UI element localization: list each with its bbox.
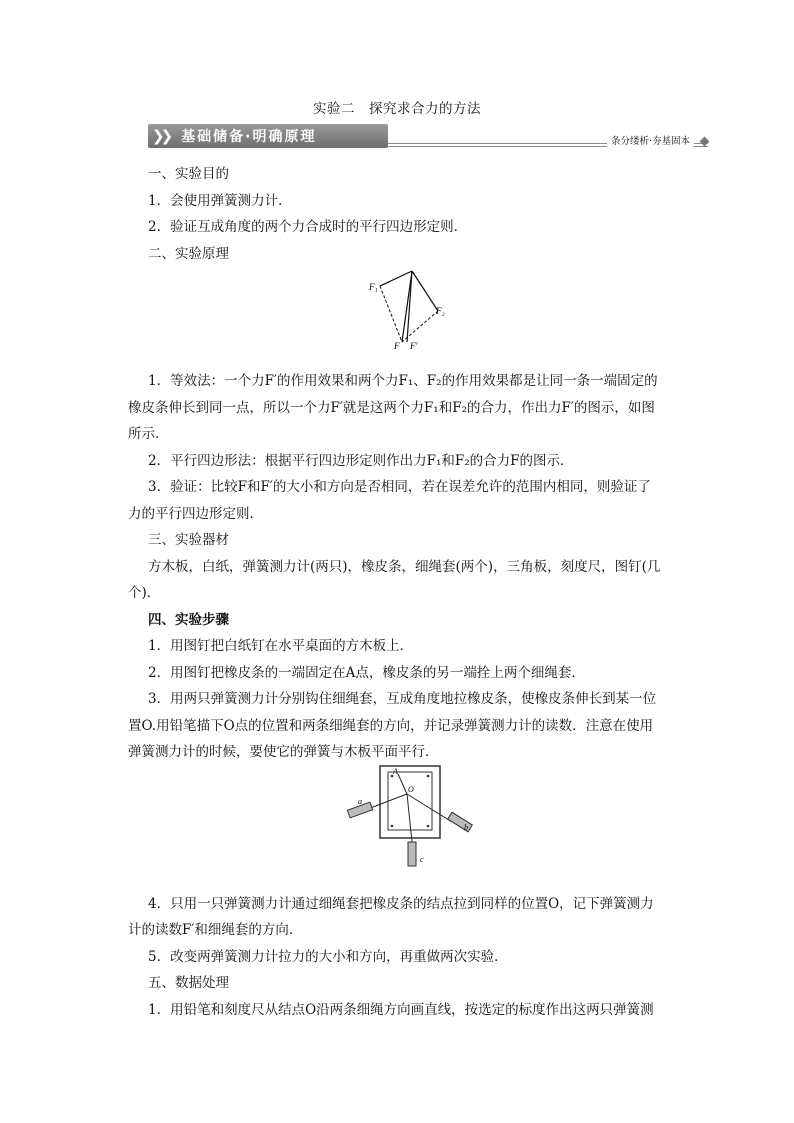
heading-steps: 四、实验步骤: [148, 611, 229, 628]
text-line: 2．平行四边形法：根据平行四边形定则作出力F₁和F₂的合力F的图示．: [148, 452, 574, 469]
text-line: 弹簧测力计的时候，要使它的弹簧与木板平面平行．: [128, 744, 439, 760]
text-line: 3．用两只弹簧测力计分别钩住细绳套，互成角度地拉橡皮条，使橡皮条伸长到某一位: [148, 691, 657, 707]
text-line: 3．验证：比较F和F′的大小和方向是否相同，若在误差允许的范围内相同，则验证了: [148, 479, 651, 495]
label-b: b: [464, 823, 468, 832]
heading-principle: 二、实验原理: [148, 245, 229, 262]
text-line: 5．改变两弹簧测力计拉力的大小和方向，再重做两次实验．: [148, 948, 508, 965]
label-f1: F₁: [369, 282, 378, 292]
heading-purpose: 一、实验目的: [148, 166, 229, 182]
text-line: 方木板，白纸，弹簧测力计(两只)，橡皮条，细绳套(两个)，三角板，刻度尺，图钉(几: [148, 558, 661, 575]
force-parallelogram-figure: [366, 266, 456, 352]
section-banner: [148, 124, 708, 152]
heading-equipment: 三、实验器材: [148, 532, 229, 548]
banner-left-text: 基础储备·明确原理: [181, 129, 317, 145]
text-line: 1．等效法：一个力F′的作用效果和两个力F₁、F₂的作用效果都是让同一条一端固定的: [148, 373, 658, 389]
label-f: F: [394, 341, 400, 351]
banner-left: [148, 124, 388, 148]
label-f2: F₂: [436, 306, 445, 316]
text-line: 力的平行四边形定则．: [128, 505, 263, 522]
heading-data: 五、数据处理: [148, 975, 229, 991]
text-line: 2．用图钉把橡皮条的一端固定在A点，橡皮条的另一端拴上两个细绳套．: [148, 664, 585, 681]
text-line: 1．会使用弹簧测力计．: [148, 192, 292, 209]
banner-right-text: 条分缕析·夯基固本: [607, 133, 694, 147]
text-line: 个)．: [128, 585, 161, 601]
label-c: c: [420, 855, 424, 864]
text-line: 1．用图钉把白纸钉在水平桌面的方木板上．: [148, 638, 414, 654]
label-a: a: [358, 797, 362, 806]
text-line: 计的读数F′和细绳套的方向．: [128, 922, 303, 938]
label-f-prime: F′: [410, 341, 418, 351]
text-line: 橡皮条伸长到同一点，所以一个力F′就是这两个力F₁和F₂的合力，作出力F′的图示，如图: [128, 399, 655, 416]
page-title: 实验二 探究求合力的方法: [313, 101, 481, 117]
label-A: A: [393, 767, 398, 776]
text-line: 置O.用铅笔描下O点的位置和两条细绳套的方向，并记录弹簧测力计的读数．注意在使用: [128, 717, 654, 734]
chevron-icon: ❯❯: [152, 127, 170, 145]
label-O: O: [408, 785, 414, 794]
text-line: 所示．: [128, 426, 169, 442]
text-line: 4．只用一只弹簧测力计通过细绳套把橡皮条的结点拉到同样的位置O，记下弹簧测力: [148, 895, 654, 912]
text-line: 1．用铅笔和刻度尺从结点O沿两条细绳方向画直线，按选定的标度作出这两只弹簧测: [148, 1001, 654, 1018]
text-line: 2．验证互成角度的两个力合成时的平行四边形定则．: [148, 219, 468, 235]
experiment-board-figure: [340, 762, 480, 870]
